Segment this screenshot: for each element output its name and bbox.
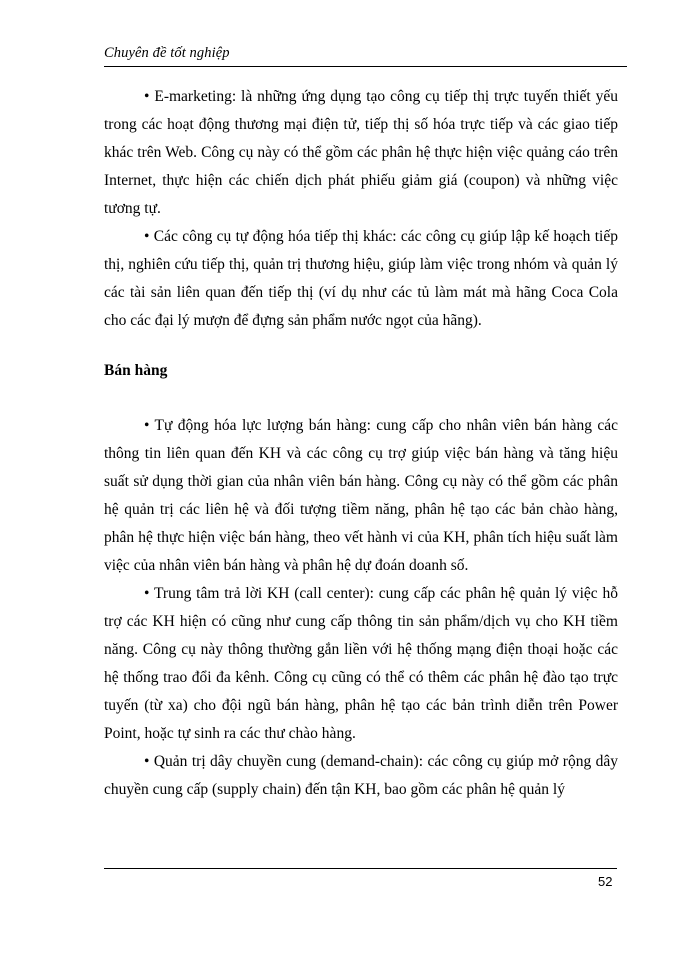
document-body: [104, 83, 618, 804]
paragraph-marketing-automation: • Các công cụ tự động hóa tiếp thị khác: các công cụ giúp lập kế hoạch tiếp thị, nghiên cứu tiếp thị, quản trị thương hiệu, giúp làm việc trong nhóm và quản lý các tài sản liên quan đến tiếp thị (ví dụ như các tủ làm mát mà hãng Coca Cola cho các đại lý mượn để đựng sản phẩm nước ngọt của hãng).: [104, 228, 618, 329]
page-number: 52: [598, 874, 613, 889]
paragraph-call-center: • Trung tâm trả lời KH (call center): cung cấp các phân hệ quản lý việc hỗ trợ các KH hiện có cũng như cung cấp thông tin sản phẩm/dịch vụ cho KH tiềm năng. Công cụ này thông thường gắn liền với hệ thống mạng điện thoại hoặc các hệ thống trao đổi đa kênh. Công cụ cũng có thể có thêm các phân hệ đào tạo trực tuyến (từ xa) cho đội ngũ bán hàng, phân hệ tạo các bản trình diễn trên Power Point, hoặc tự sinh ra các thư chào hàng.: [104, 585, 618, 742]
footer-divider: [104, 868, 617, 869]
paragraph-demand-chain: • Quản trị dây chuyền cung (demand-chain): các công cụ giúp mở rộng dây chuyền cung cấp (supply chain) đến tận KH, bao gồm các phân hệ quản lý: [104, 753, 618, 798]
paragraph-sales-force-automation: • Tự động hóa lực lượng bán hàng: cung cấp cho nhân viên bán hàng các thông tin liên quan đến KH và các công cụ trợ giúp việc bán hàng và tăng hiệu suất sử dụng thời gian của nhân viên bán hàng. Công cụ này có thể gồm các phân hệ quản trị các liên hệ và đối tượng tiềm năng, phân hệ tạo các bản chào hàng, phân hệ thực hiện việc bán hàng, theo vết hành vi của KH, phân tích hiệu suất làm việc của nhân viên bán hàng và phân hệ dự đoán doanh số.: [104, 417, 618, 574]
spacer: [104, 385, 618, 412]
page-header: [104, 44, 627, 67]
spacer: [104, 335, 618, 357]
header-title: Chuyên đề tốt nghiệp: [104, 45, 230, 61]
paragraph-e-marketing: • E-marketing: là những ứng dụng tạo công cụ tiếp thị trực tuyến thiết yếu trong các hoạt động thương mại điện tử, tiếp thị số hóa trực tiếp và các giao tiếp khác trên Web. Công cụ này có thể gồm các phân hệ thực hiện việc quảng cáo trên Internet, thực hiện các chiến dịch phát phiếu giảm giá (coupon) và những việc tương tự.: [104, 88, 618, 217]
section-heading: Bán hàng: [104, 362, 168, 379]
